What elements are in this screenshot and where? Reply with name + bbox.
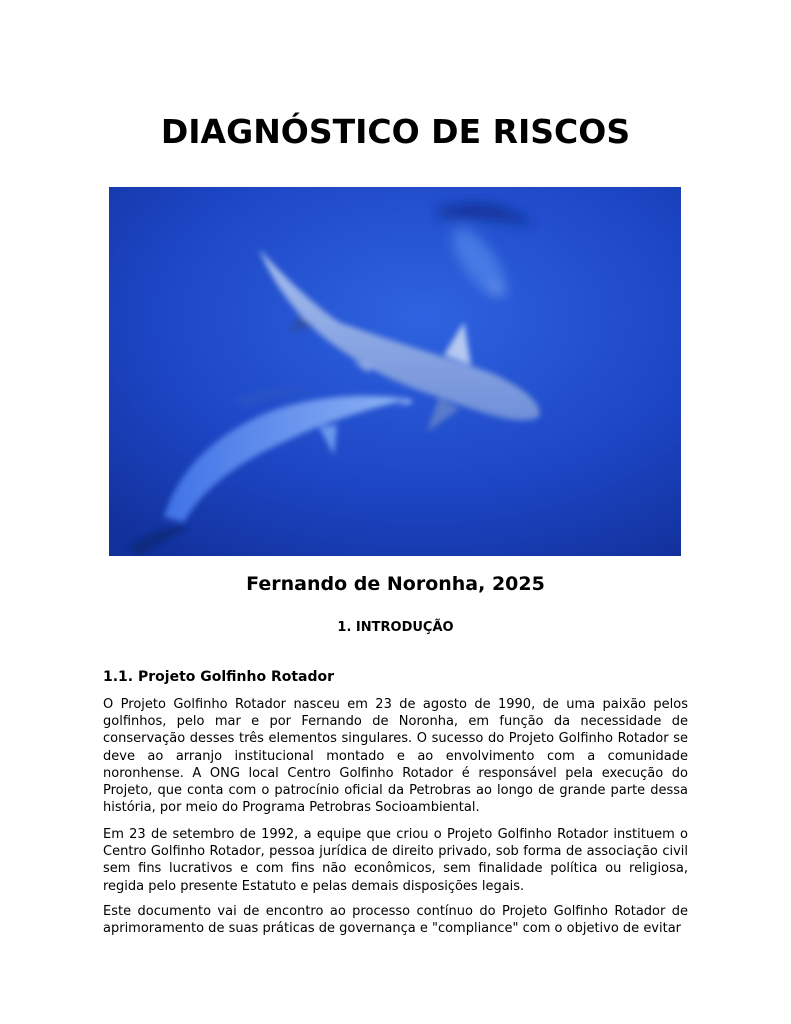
cover-photo	[109, 187, 681, 556]
underwater-dolphins-image	[109, 187, 681, 556]
page-title: DIAGNÓSTICO DE RISCOS	[160, 112, 631, 151]
paragraph-3: Este documento vai de encontro ao processo contínuo do Projeto Golfinho Rotador de aprimoramento de suas práticas de governança e "compliance" com o objetivo de evitar	[103, 904, 688, 937]
section-heading: 1. INTRODUÇÃO	[337, 620, 454, 635]
paragraph-1: O Projeto Golfinho Rotador nasceu em 23 de agosto de 1990, de uma paixão pelos golfinhos, pelo mar e por Fernando de Noronha, em função da necessidade de conservação desses três elementos singulares. O sucesso do Projeto Golfinho Rotador se deve ao arranjo institucional montado e ao envolvimento com a comunidade noronhense. A ONG local Centro Golfinho Rotador é responsável pela execução do Projeto, que conta com o patrocínio oficial da Petrobras ao longo de grande parte dessa história, por meio do Programa Petrobras Socioambiental.	[103, 697, 688, 816]
place-and-year: Fernando de Noronha, 2025	[246, 573, 545, 595]
subsection-heading: 1.1. Projeto Golfinho Rotador	[103, 669, 335, 685]
paragraph-2: Em 23 de setembro de 1992, a equipe que criou o Projeto Golfinho Rotador instituem o Centro Golfinho Rotador, pessoa jurídica de direito privado, sob forma de associação civil sem fins lucrativos e com fins não econômicos, sem finalidade política ou religiosa, regida pelo presente Estatuto e pelas demais disposições legais.	[103, 827, 688, 894]
